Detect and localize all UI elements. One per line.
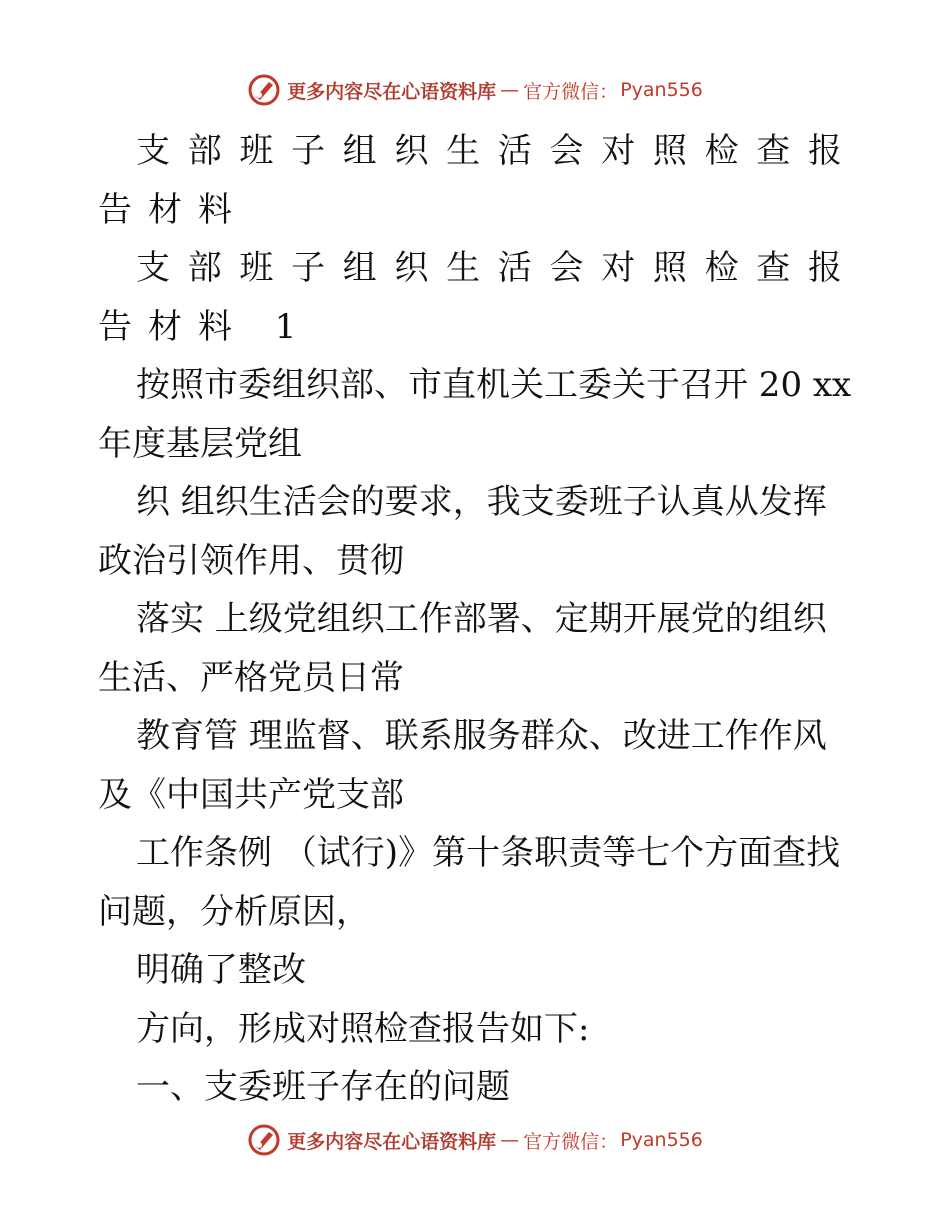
paragraph-2: 织 组织生活会的要求，我支委班子认真从发挥政治引领作用、贯彻 [98, 482, 827, 581]
document-subtitle: 支部班子组织生活会对照检查报告材料 1 [98, 248, 858, 347]
watermark-site-text: 更多内容尽在心语资料库 [287, 1130, 497, 1153]
watermark-wechat-label: 官方微信： [523, 80, 619, 103]
watermark-separator: — [500, 1129, 520, 1151]
section-heading-1: 一、支委班子存在的问题 [136, 1067, 510, 1107]
watermark-site-text: 更多内容尽在心语资料库 [287, 80, 497, 103]
watermark-wechat-label: 官方微信： [523, 1130, 619, 1153]
watermark-separator: — [500, 79, 520, 101]
paragraph-4: 教育管 理监督、联系服务群众、改进工作作风及《中国共产党支部 [98, 716, 827, 815]
document-body [98, 122, 858, 1117]
watermark-wechat-id: Pyan556 [620, 1129, 703, 1151]
paragraph-5: 工作条例 （试行)》第十条职责等七个方面查找问题，分析原因， [98, 833, 841, 932]
paragraph-6: 明确了整改 [136, 950, 306, 990]
pen-logo-icon [247, 1123, 281, 1157]
watermark-wechat-id: Pyan556 [620, 79, 703, 101]
document-title: 支部班子组织生活会对照检查报告材料 [98, 131, 858, 230]
pen-logo-icon [247, 73, 281, 107]
paragraph-3: 落实 上级党组织工作部署、定期开展党的组织生活、严格党员日常 [98, 599, 827, 698]
paragraph-1: 按照市委组织部、市直机关工委关于召开 20 xx 年度基层党组 [98, 365, 852, 464]
paragraph-7: 方向，形成对照检查报告如下: [136, 1008, 590, 1049]
watermark-banner-top [0, 70, 950, 110]
watermark-banner-bottom [0, 1120, 950, 1160]
